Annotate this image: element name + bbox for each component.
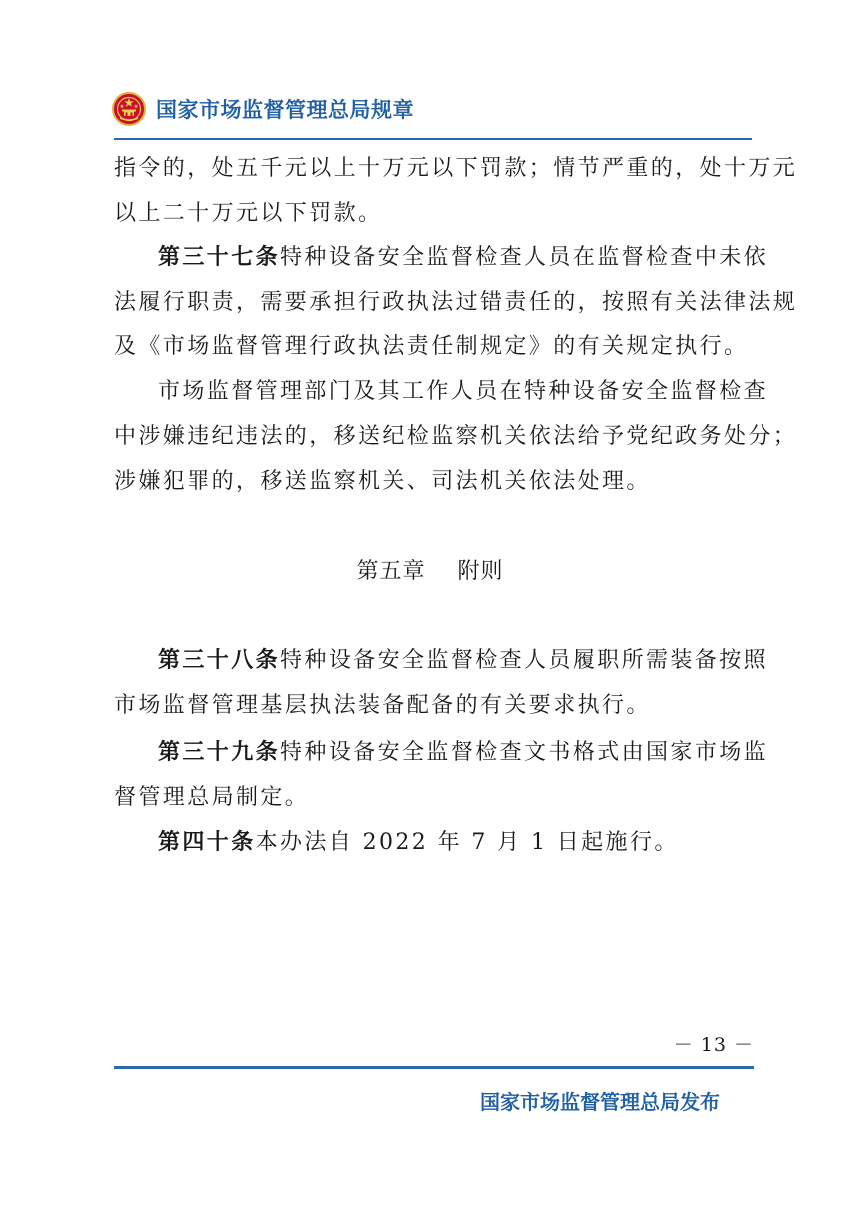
paragraph-line: 以上二十万元以下罚款。 [114,201,383,226]
paragraph-line: 中涉嫌违纪违法的，移送纪检监察机关依法给予党纪政务处分； [114,424,798,449]
article-39-text: 特种设备安全监督检查文书格式由国家市场监 [280,740,769,765]
article-39 [114,730,769,775]
article-40 [114,820,754,865]
article-40-label: 第四十条 [158,830,256,855]
paragraph-line: 涉嫌犯罪的，移送监察机关、司法机关依法处理。 [114,469,651,494]
article-38-text: 特种设备安全监督检查人员履职所需装备按照 [280,648,769,673]
article-37 [114,235,769,280]
paragraph-line: 督管理总局制定。 [114,785,310,810]
header-title: 国家市场监督管理总局规章 [156,98,414,122]
article-37-label: 第三十七条 [158,245,281,270]
paragraph-line: 法履行职责，需要承担行政执法过错责任的，按照有关法律法规 [114,290,798,315]
paragraph-line: 及《市场监督管理行政执法责任制规定》的有关规定执行。 [114,334,749,359]
footer-publisher: 国家市场监督管理总局发布 [480,1090,720,1114]
paragraph-line: 市场监督管理基层执法装备配备的有关要求执行。 [114,693,651,718]
article-39-label: 第三十九条 [158,740,281,765]
article-38-label: 第三十八条 [158,648,281,673]
page-header [112,86,752,132]
national-emblem-icon [112,92,146,126]
article-37-text: 特种设备安全监督检查人员在监督检查中未依 [280,245,769,270]
paragraph-line: 市场监督管理部门及其工作人员在特种设备安全监督检查 [158,379,769,404]
header-divider [114,138,752,140]
article-38 [114,638,769,683]
article-40-text: 本办法自 2022 年 7 月 1 日起施行。 [255,830,679,855]
paragraph-line: 指令的，处五千元以上十万元以下罚款；情节严重的，处十万元 [114,156,798,181]
page-number: － 13 － [673,1034,754,1056]
footer-divider [114,1066,754,1069]
chapter-heading: 第五章 附则 [356,559,504,584]
